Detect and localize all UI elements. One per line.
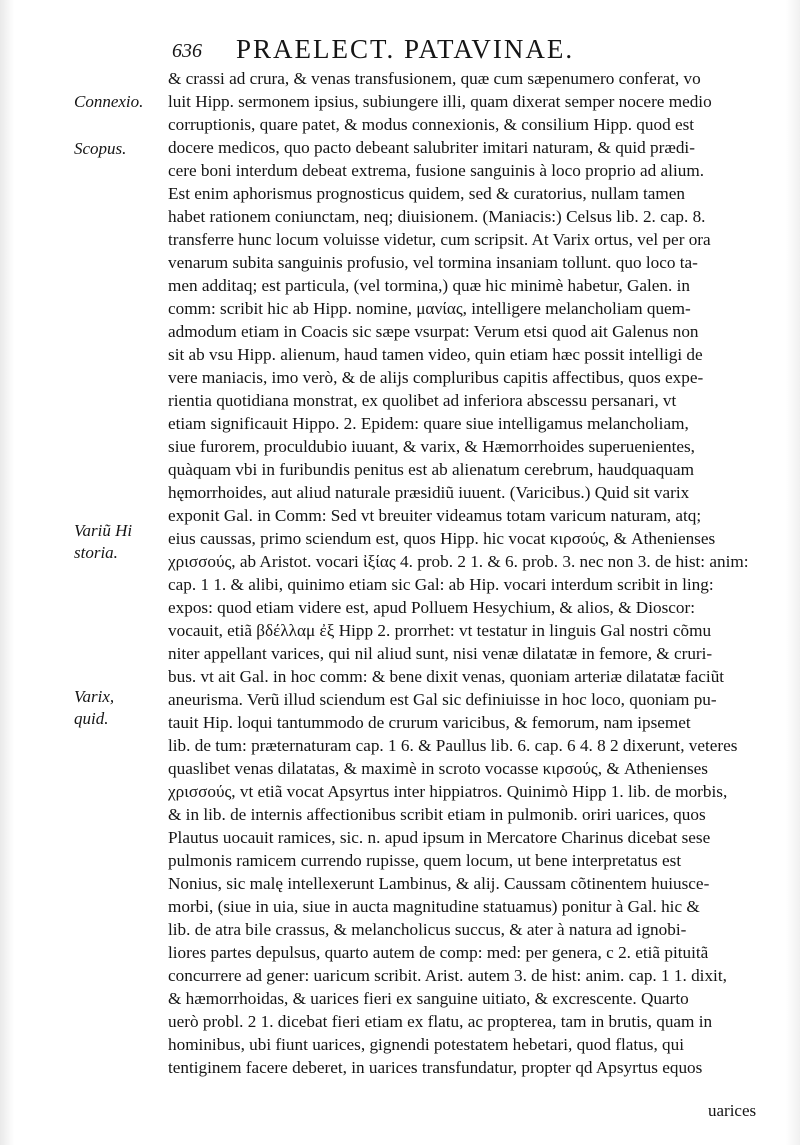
text-line: aneurisma. Verũ illud sciendum est Gal sic definiuisse in hoc loco, quoniam pu- [168,690,717,709]
text-line: luit Hipp. sermonem ipsius, subiungere illi, quam dixerat semper nocere medio [168,92,712,111]
text-line: docere medicos, quo pacto debeant salubriter imitari naturam, & quid prædi- [168,138,695,157]
text-line: & crassi ad crura, & venas transfusionem, quæ cum sæpenumero conferat, vo [168,69,701,88]
main-text-block [168,67,763,1079]
page-number: 636 [172,40,202,62]
text-line: bus. vt ait Gal. in hoc comm: & bene dixit venas, quoniam arteriæ dilatatæ faciũt [168,667,725,686]
margin-note-connexio [74,91,166,113]
text-line: niter appellant varices, qui nil aliud sunt, nisi venæ dilatatæ in femore, & cruri- [168,644,713,663]
margin-note-line: storia. [74,543,118,562]
text-line: tentiginem facere deberet, in uarices transfundatur, propter qd Apsyrtus equos [168,1058,703,1077]
text-line: hęmorrhoides, aut aliud naturale præsidiũ iuuent. (Varicibus.) Quid sit varix [168,483,690,502]
margin-note-line: quid. [74,709,109,728]
text-line: liores partes depulsus, quarto autem de comp: med: per genera, c 2. etiã pituitã [168,943,709,962]
margin-note-varix-quid [74,686,166,730]
text-line: & in lib. de internis affectionibus scribit etiam in pulmonib. oriri uarices, quos [168,805,706,824]
text-line: Nonius, sic malę intellexerunt Lambinus, & alij. Caussam cõtinentem huiusce- [168,874,710,893]
text-line: cere boni interdum debeat extrema, fusione sanguinis à loco proprio ad alium. [168,161,704,180]
text-line: χρισσούς, vt etiã vocat Apsyrtus inter hippiatros. Quinimò Hipp 1. lib. de morbis, [168,782,728,801]
text-line: hominibus, ubi fiunt uarices, gignendi potestatem hebetari, quod flatus, qui [168,1035,685,1054]
text-line: siue furorem, proculdubio iuuant, & varix, & Hæmorrhoides superuenientes, [168,437,695,456]
margin-note-line: Varix, [74,687,115,706]
text-line: etiam significauit Hippo. 2. Epidem: quare siue intelligamus melancholiam, [168,414,689,433]
text-line: pulmonis ramicem currendo rupisse, quem locum, ut bene interpretatus est [168,851,682,870]
margin-note-line: Variũ Hi [74,521,133,540]
text-line: habet rationem coniunctam, neq; diuisionem. (Maniacis:) Celsus lib. 2. cap. 8. [168,207,706,226]
text-line: men additaq; est particula, (vel tormina,) quæ hic minimè habetur, Galen. in [168,276,690,295]
margin-note-scopus [74,138,166,160]
margin-note-varicum-historia [74,520,166,564]
text-line: admodum etiam in Coacis sic sæpe vsurpat: Verum etsi quod ait Galenus non [168,322,699,341]
text-line: eius caussas, primo sciendum est, quos Hipp. hic vocat κιρσούς, & Athenienses [168,529,716,548]
left-page-edge [0,0,14,1145]
text-line: expos: quod etiam videre est, apud Polluem Hesychium, & alios, & Dioscor: [168,598,695,617]
text-line: lib. de atra bile crassus, & melancholicus succus, & ater à natura ad ignobi- [168,920,687,939]
text-line: venarum subita sanguinis profusio, vel tormina insaniam tollunt. quo loco ta- [168,253,698,272]
running-head: PRAELECT. PATAVINAE. [236,34,575,64]
text-line: exponit Gal. in Comm: Sed vt breuiter videamus totam varicum naturam, atq; [168,506,702,525]
text-line: sit ab vsu Hipp. alienum, haud tamen video, quin etiam hæc possit intelligi de [168,345,703,364]
text-line: tauit Hip. loqui tantummodo de crurum varicibus, & femorum, nam ipsemet [168,713,691,732]
text-line: uerò probl. 2 1. dicebat fieri etiam ex flatu, ac propterea, tam in brutis, quam in [168,1012,713,1031]
text-line: corruptionis, quare patet, & modus connexionis, & consilium Hipp. quod est [168,115,695,134]
text-line: comm: scribit hic ab Hipp. nomine, μανίας, intelligere melancholiam quem- [168,299,691,318]
catchword: uarices [708,1101,757,1120]
margin-note-line: Scopus. [74,139,127,158]
text-line: lib. de tum: præternaturam cap. 1 6. & Paullus lib. 6. cap. 6 4. 8 2 dixerunt, veteres [168,736,738,755]
text-line: rientia quotidiana monstrat, ex quolibet ad inferiora abscessu persanari, vt [168,391,677,410]
margin-note-line: Connexio. [74,92,144,111]
text-line: quaslibet venas dilatatas, & maximè in scroto vocasse κιρσούς, & Athenienses [168,759,708,778]
text-line: vere maniacis, imo verò, & de alijs compluribus capitis affectibus, quos expe- [168,368,704,387]
text-line: quàquam vbi in furibundis penitus est ab alienatum cerebrum, haudquaquam [168,460,694,479]
text-line: χρισσούς, ab Aristot. vocari ἰξίας 4. prob. 2 1. & 6. prob. 3. nec non 3. de hist: anim: [168,552,749,571]
text-line: Plautus uocauit ramices, sic. n. apud ipsum in Mercatore Charinus dicebat sese [168,828,711,847]
right-page-edge [786,0,800,1145]
text-line: concurrere ad gener: uaricum scribit. Arist. autem 3. de hist: anim. cap. 1 1. dixit, [168,966,727,985]
text-line: cap. 1 1. & alibi, quinimo etiam sic Gal: ab Hip. vocari interdum scribit in ling: [168,575,714,594]
text-line: transferre hunc locum voluisse videtur, cum scripsit. At Varix ortus, vel per ora [168,230,711,249]
text-line: morbi, (siue in uia, siue in aucta magnitudine statuamus) ponitur à Gal. hic & [168,897,700,916]
text-line: Est enim aphorismus prognosticus quidem, sed & curatorius, nullam tamen [168,184,685,203]
text-line: & hæmorrhoidas, & uarices fieri ex sanguine uitiato, & excrescente. Quarto [168,989,689,1008]
text-line: vocauit, etiã βδέλλαμ ἐξ Hipp 2. prorrhet: vt testatur in linguis Gal nostri cõmu [168,621,712,640]
